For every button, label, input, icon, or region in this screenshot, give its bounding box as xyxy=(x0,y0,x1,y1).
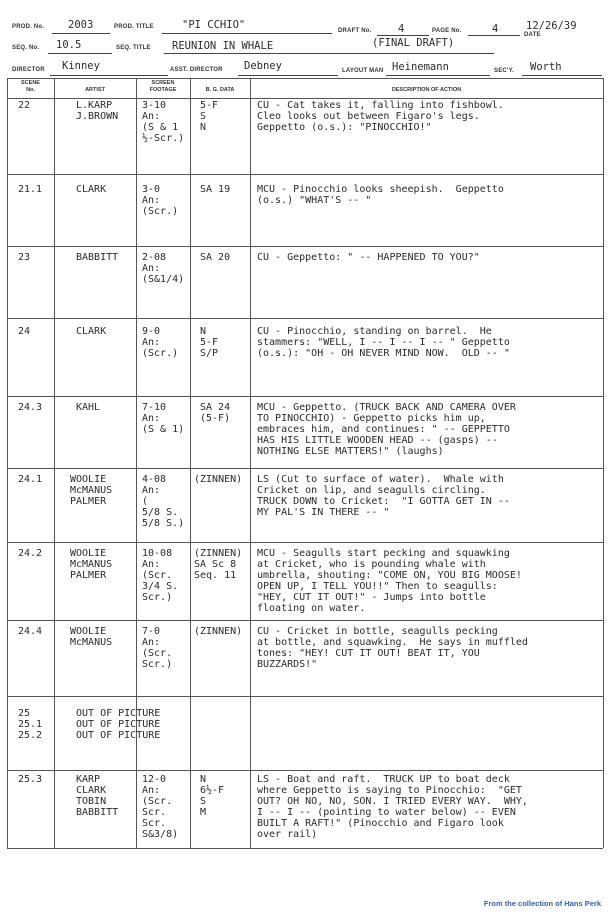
footage: 10-08 An: (Scr. 3/4 S. Scr.) xyxy=(142,548,179,603)
grid-header-bottom xyxy=(7,98,603,99)
date-value: 12/26/39 xyxy=(526,20,577,32)
asst-director-label: ASST. DIRECTOR xyxy=(170,67,223,73)
footage: 9-0 An: (Scr.) xyxy=(142,326,179,359)
footage: 2-08 An: (S&1/4) xyxy=(142,252,185,285)
scene-no: 21.1 xyxy=(18,184,43,195)
prod-no: 2003 xyxy=(68,19,94,31)
row-divider xyxy=(7,246,603,247)
row-divider xyxy=(7,468,603,469)
secy-label: SEC'Y. xyxy=(494,68,514,74)
col-line xyxy=(7,78,8,848)
page-no-line xyxy=(468,35,520,36)
layout-man-line xyxy=(386,75,490,76)
artist: CLARK xyxy=(76,326,107,337)
action-description: CU - Cricket in bottle, seagulls pecking at bottle, and squawking. He says in muffled tones: "HEY! CUT IT OUT! BEAT IT, YOU BUZZARDS!" xyxy=(257,626,528,670)
footage: 12-0 An: (Scr. Scr. Scr. S&3/8) xyxy=(142,774,179,840)
row-divider xyxy=(7,770,603,771)
page-no-label: PAGE No. xyxy=(432,28,462,34)
col-line xyxy=(603,78,604,848)
draft-no: 4 xyxy=(398,23,405,35)
scene-no: 24 xyxy=(18,326,31,337)
scene-no: 24.2 xyxy=(18,548,43,559)
prod-no-label: PROD. No. xyxy=(12,24,45,30)
bg-data: SA 20 xyxy=(200,252,231,263)
action-description: MCU - Seagulls start pecking and squawking at Cricket, who is pounding whale with umbrella, shouting: "COME ON, YOU BIG MOOSE! OPEN UP, I TELL YOU!!" Then to seagulls: "HEY, CUT IT OUT!" - Jumps into bottle floating on water. xyxy=(257,548,522,614)
action-description: MCU - Geppetto. (TRUCK BACK AND CAMERA OVER TO PINOCCHIO) - Geppetto picks him up, embraces him, and continues: " -- GEPPETTO HAS HIS LITTLE WOODEN HEAD -- (gasps) -- NOTHING ELSE MATTERS!" (laughs) xyxy=(257,402,516,457)
bg-data: 5-F S N xyxy=(200,100,219,133)
artist: L.KARP J.BROWN xyxy=(76,100,119,122)
seq-no: 10.5 xyxy=(56,39,82,51)
bg-data: (ZINNEN) xyxy=(194,626,243,637)
artist: WOOLIE McMANUS xyxy=(70,626,113,648)
bg-data: (ZINNEN) SA Sc 8 Seq. 11 xyxy=(194,548,243,581)
col-header-artist: ARTIST xyxy=(85,87,105,93)
artist: WOOLIE McMANUS PALMER xyxy=(70,548,113,581)
layout-man: Heinemann xyxy=(392,61,449,73)
bg-data: SA 19 xyxy=(200,184,231,195)
secy-line xyxy=(522,75,602,76)
row-divider xyxy=(7,396,603,397)
row-divider xyxy=(7,696,603,697)
secy: Worth xyxy=(530,61,562,73)
bg-data: N 6½-F S M xyxy=(200,774,225,818)
footage: 7-0 An: (Scr. Scr.) xyxy=(142,626,173,670)
page-no: 4 xyxy=(492,23,499,35)
artist: KARP CLARK TOBIN BABBITT xyxy=(76,774,119,818)
action-description: CU - Cat takes it, falling into fishbowl. Cleo looks out between Figaro's legs. Geppetto (o.s.): "PINOCCHIO!" xyxy=(257,100,504,133)
action-description: LS - Boat and raft. TRUCK UP to boat deck where Geppetto is saying to Pinocchio: "GET OUT? OH NO, NO, SON. I TRIED EVERY WAY. WHY, I -- I -- (pointing to water below) -- EVEN BUILT A RAFT!" (Pinocchio and Figaro look over rail) xyxy=(257,774,528,840)
grid-bottom xyxy=(7,848,603,849)
draft-no-label: DRAFT No. xyxy=(338,28,372,34)
director: Kinney xyxy=(62,60,100,72)
col-header-action: DESCRIPTION OF ACTION xyxy=(391,87,462,93)
artist: WOOLIE McMANUS PALMER xyxy=(70,474,113,507)
col-header-bg: B. G. DATA xyxy=(205,87,235,93)
artist: OUT OF PICTURE OUT OF PICTURE OUT OF PICTURE xyxy=(76,708,161,741)
col-header-scene: SCENE No. xyxy=(21,80,40,93)
bg-data: N 5-F S/P xyxy=(200,326,219,359)
artist: CLARK xyxy=(76,184,107,195)
final-draft-note: (FINAL DRAFT) xyxy=(372,37,455,49)
grid-top xyxy=(7,78,603,79)
action-description: CU - Geppetto: " -- HAPPENED TO YOU?" xyxy=(257,252,480,263)
seq-no-label: SEQ. No. xyxy=(12,45,40,51)
col-header-footage: SCREEN FOOTAGE xyxy=(149,80,177,93)
draft-no-line xyxy=(377,35,429,36)
footage: 4-08 An: ( 5/8 S. 5/8 S.) xyxy=(142,474,185,529)
col-line xyxy=(190,78,191,848)
artist: BABBITT xyxy=(76,252,119,263)
footage: 7-10 An: (S & 1) xyxy=(142,402,185,435)
prod-title: "PI CCHIO" xyxy=(182,19,246,31)
layout-man-label: LAYOUT MAN xyxy=(342,68,384,74)
row-divider xyxy=(7,542,603,543)
prod-no-line xyxy=(52,33,110,34)
scene-no: 22 xyxy=(18,100,31,111)
scene-no: 25 25.1 25.2 xyxy=(18,708,43,741)
director-line xyxy=(50,75,168,76)
row-divider xyxy=(7,174,603,175)
scene-no: 24.4 xyxy=(18,626,43,637)
action-description: LS (Cut to surface of water). Whale with Cricket on lip, and seagulls circling. TRUCK DOWN to Cricket: "I GOTTA GET IN -- MY PAL'S IN THERE -- " xyxy=(257,474,510,518)
asst-director: Debney xyxy=(244,60,282,72)
action-description: MCU - Pinocchio looks sheepish. Geppetto (o.s.) "WHAT'S -- " xyxy=(257,184,504,206)
collection-credit: From the collection of Hans Perk xyxy=(483,899,601,908)
footage: 3-0 An: (Scr.) xyxy=(142,184,179,217)
prod-title-label: PROD. TITLE xyxy=(114,24,154,30)
footage: 3-10 An: (S & 1 ½-Scr.) xyxy=(142,100,185,144)
seq-no-line xyxy=(48,53,112,54)
seq-title-label: SEQ. TITLE xyxy=(116,45,151,51)
director-label: DIRECTOR xyxy=(12,67,45,73)
prod-title-line xyxy=(162,33,332,34)
scene-no: 24.1 xyxy=(18,474,43,485)
bg-data: (ZINNEN) xyxy=(194,474,243,485)
seq-title: REUNION IN WHALE xyxy=(172,40,274,52)
scene-no: 23 xyxy=(18,252,31,263)
row-divider xyxy=(7,620,603,621)
artist: KAHL xyxy=(76,402,101,413)
scene-no: 25.3 xyxy=(18,774,43,785)
scene-no: 24.3 xyxy=(18,402,43,413)
asst-director-line xyxy=(238,75,338,76)
bg-data: SA 24 (5-F) xyxy=(200,402,231,424)
col-line xyxy=(54,78,55,848)
col-line xyxy=(250,78,251,848)
row-divider xyxy=(7,318,603,319)
seq-title-line xyxy=(164,53,494,54)
action-description: CU - Pinocchio, standing on barrel. He stammers: "WELL, I -- I -- I -- " Geppetto (o.s.): "OH - OH NEVER MIND NOW. OLD -- " xyxy=(257,326,510,359)
date-label: DATE xyxy=(524,32,541,38)
